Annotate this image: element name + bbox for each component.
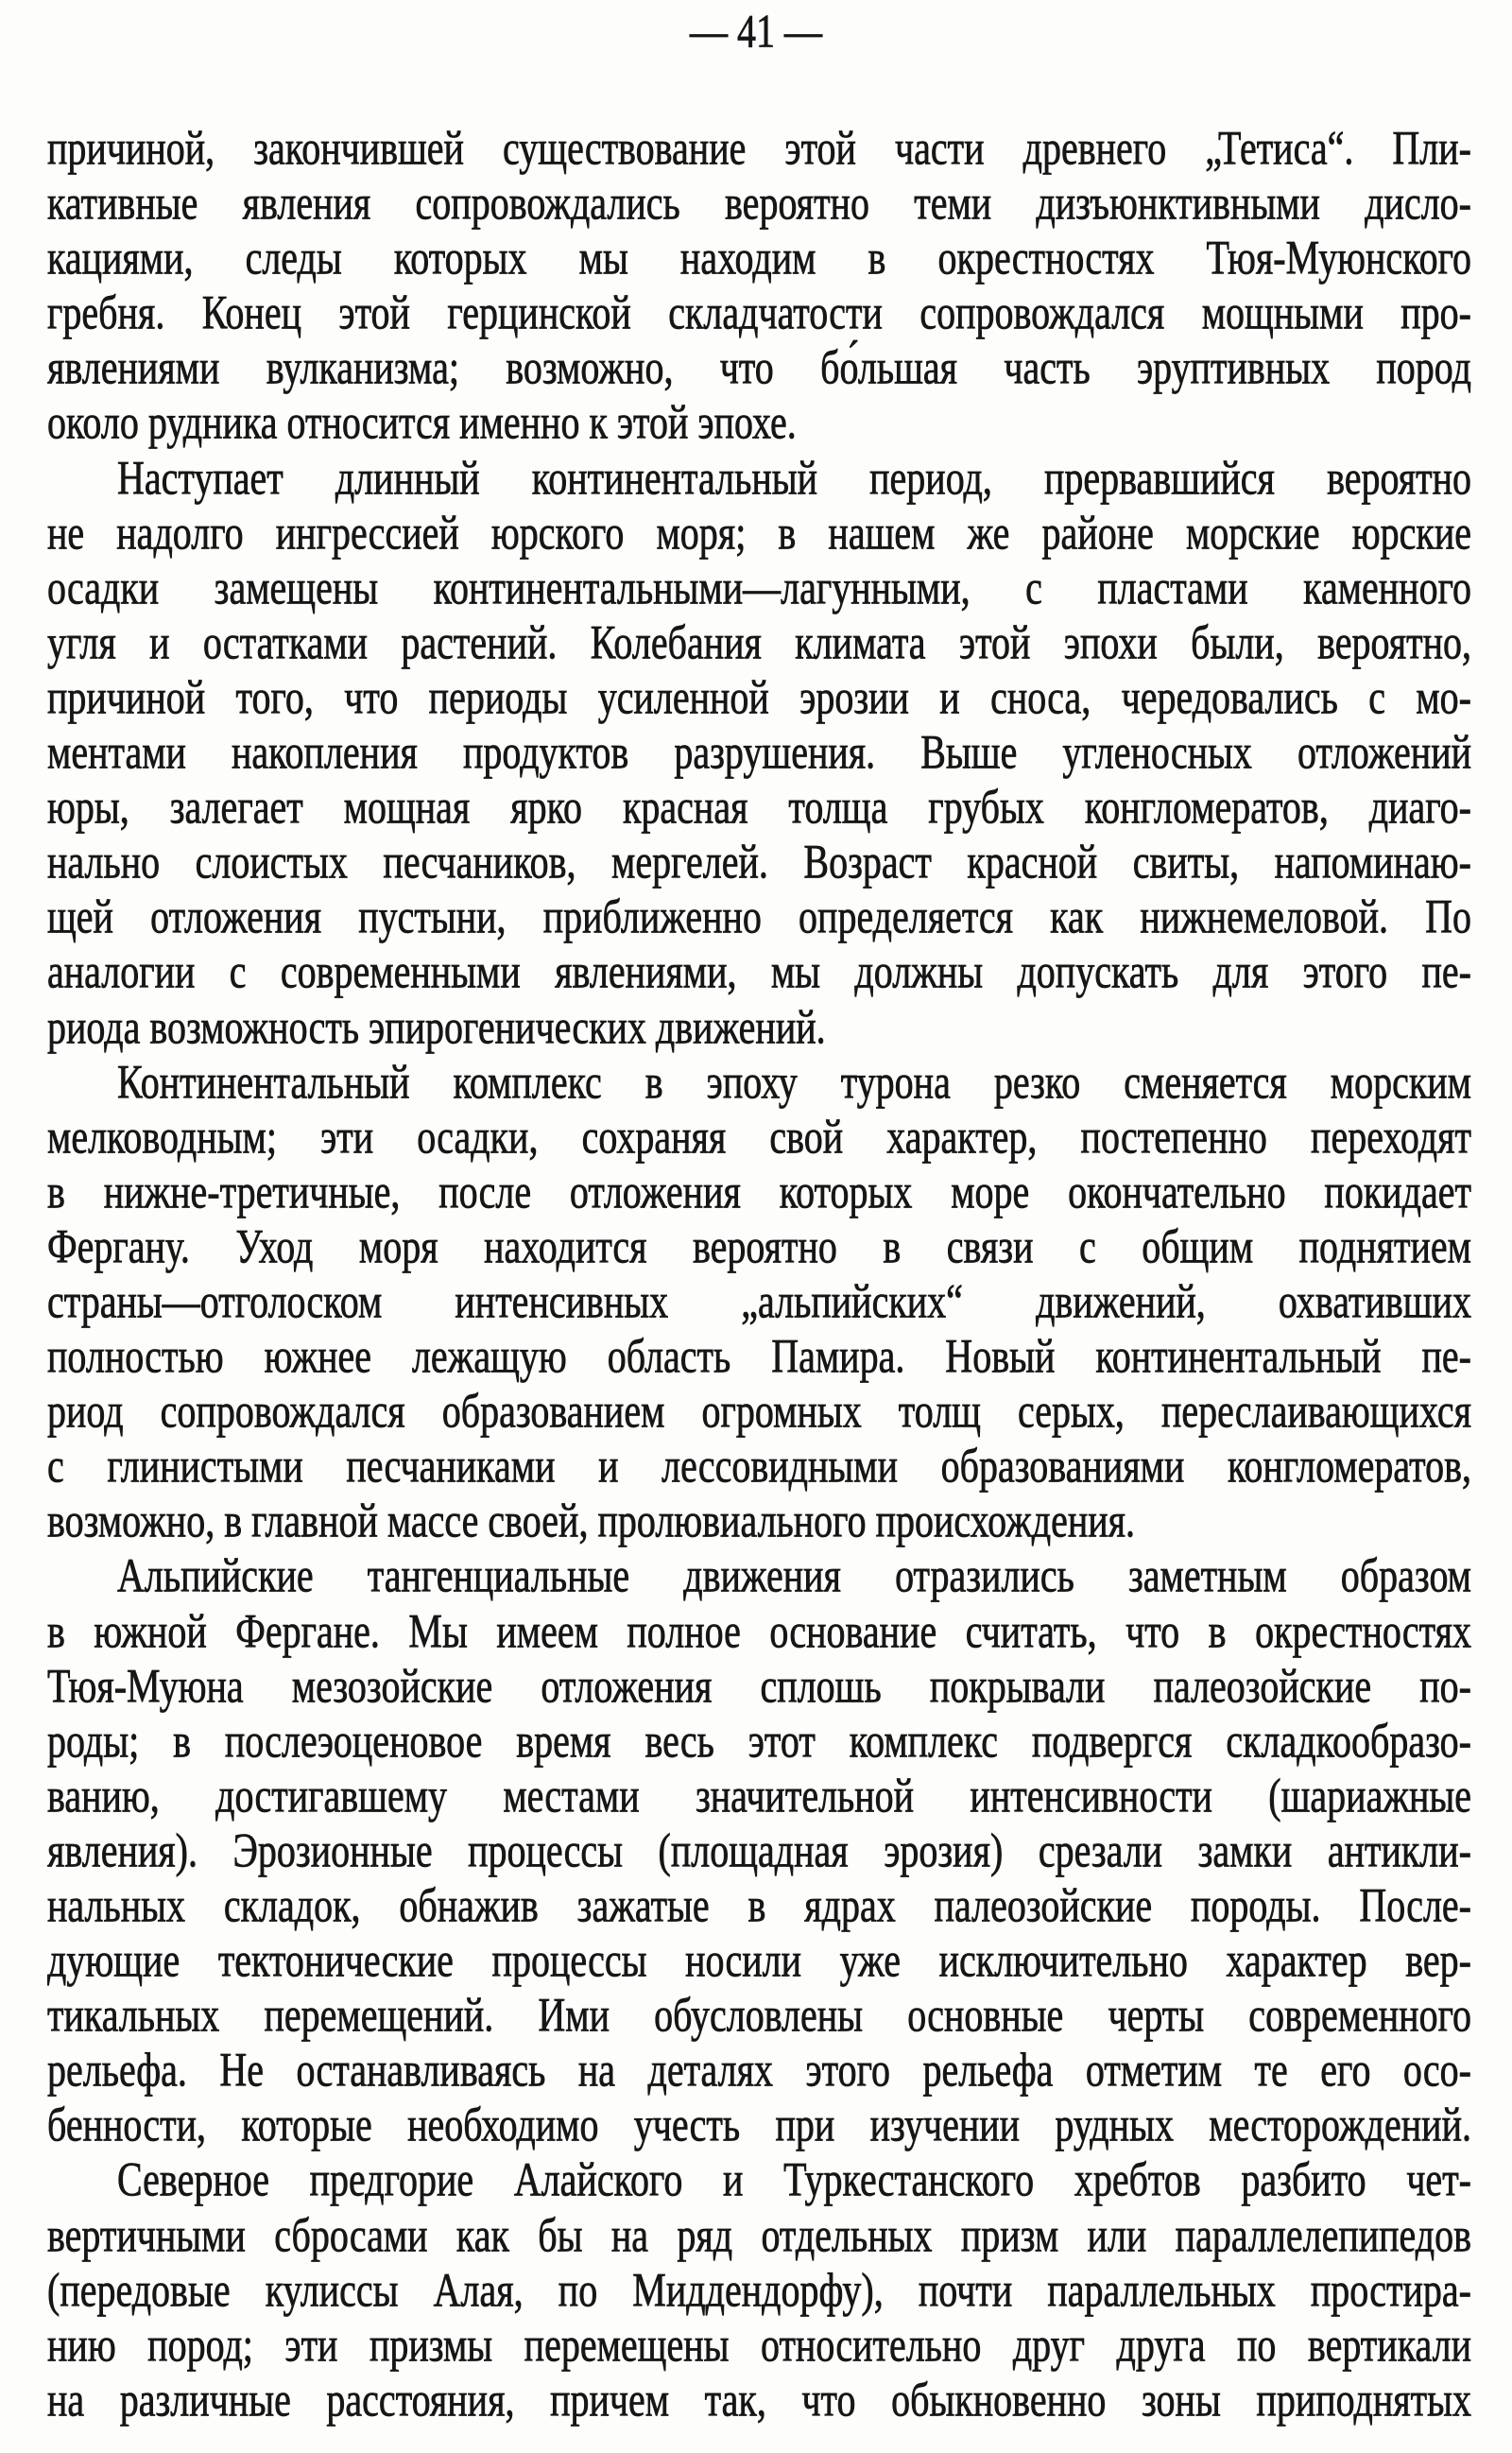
- text-line: ментами накопления продуктов разрушения. Выше угленосных отложений: [47, 724, 1471, 779]
- text-line: страны—отголоском интенсивных „альпийских“ движений, охвативших: [47, 1273, 1471, 1328]
- text-line: Наступает длинный континентальный период, прервавшийся вероятно: [117, 450, 1471, 505]
- text-line: Альпийские тангенциальные движения отразились заметным образом: [117, 1548, 1471, 1603]
- text-line: осадки замещены континентальными—лагунными, с пластами каменного: [47, 560, 1471, 614]
- paragraph: [47, 1548, 1471, 2152]
- text-line: риод сопровождался образованием огромных толщ серых, переслаивающихся: [47, 1383, 1471, 1439]
- text-line: Северное предгорие Алайского и Туркестанского хребтов разбито чет-: [117, 2152, 1471, 2207]
- text-line: кативные явления сопровождались вероятно теми дизъюнктивными дисло-: [47, 175, 1471, 231]
- text-line: в южной Фергане. Мы имеем полное основание считать, что в окрестностях: [47, 1603, 1471, 1658]
- text-line: щей отложения пустыни, приближенно определяется как нижнемеловой. По: [47, 890, 1471, 944]
- text-line: мелководным; эти осадки, сохраняя свой характер, постепенно переходят: [47, 1109, 1471, 1164]
- text-line: в нижне-третичные, после отложения которых море окончательно покидает: [47, 1164, 1471, 1218]
- paragraph: [47, 2152, 1471, 2427]
- text-line: нально слоистых песчаников, мергелей. Возраст красной свиты, напоминаю-: [47, 834, 1471, 890]
- page-number: — 41 —: [690, 4, 822, 58]
- text-line: (передовые кулиссы Алая, по Миддендорфу), почти параллельных простира-: [47, 2262, 1471, 2317]
- paragraph: [47, 1055, 1471, 1549]
- paragraph: [47, 451, 1471, 1055]
- text-line: бенности, которые необходимо учесть при изучении рудных месторождений.: [47, 2098, 1471, 2152]
- text-line: рельефа. Не останавливаясь на деталях этого рельефа отметим те его осо-: [47, 2043, 1471, 2098]
- text-line: причиной того, что периоды усиленной эрозии и сноса, чередовались с мо-: [47, 669, 1471, 724]
- text-line: явления). Эрозионные процессы (площадная эрозия) срезали замки антикли-: [47, 1822, 1471, 1877]
- text-line: Фергану. Уход моря находится вероятно в связи с общим поднятием: [47, 1218, 1471, 1273]
- text-line: юры, залегает мощная ярко красная толща грубых конгломератов, диаго-: [47, 779, 1471, 835]
- text-line: аналогии с современными явлениями, мы должны допускать для этого пе-: [47, 944, 1471, 999]
- body-text: [47, 121, 1471, 2427]
- text-line: роды; в послеэоценовое время весь этот комплекс подвергся складкообразо-: [47, 1713, 1471, 1768]
- text-line: около рудника относится именно к этой эпохе.: [47, 395, 797, 450]
- text-line: причиной, закончившей существование этой части древнего „Тетиса“. Пли-: [47, 121, 1471, 175]
- text-line: возможно, в главной массе своей, пролювиального происхождения.: [47, 1494, 1136, 1548]
- text-line: гребня. Конец этой герцинской складчатости сопровождался мощными про-: [47, 285, 1471, 340]
- text-line: ванию, достигавшему местами значительной интенсивности (шариажные: [47, 1768, 1471, 1822]
- text-line: нию пород; эти призмы перемещены относительно друг друга по вертикали: [47, 2317, 1471, 2372]
- text-line: Континентальный комплекс в эпоху турона резко сменяется морским: [117, 1054, 1471, 1109]
- text-line: тикальных перемещений. Ими обусловлены основные черты современного: [47, 1987, 1471, 2043]
- text-line: с глинистыми песчаниками и лессовидными образованиями конгломератов,: [47, 1439, 1471, 1494]
- paragraph: [47, 121, 1471, 451]
- text-line: угля и остатками растений. Колебания климата этой эпохи были, вероятно,: [47, 614, 1471, 669]
- text-line: нальных складок, обнажив зажатые в ядрах палеозойские породы. После-: [47, 1877, 1471, 1932]
- text-line: кациями, следы которых мы находим в окрестностях Тюя-Муюнского: [47, 230, 1471, 285]
- text-line: вертичными сбросами как бы на ряд отдельных призм или параллелепипедов: [47, 2207, 1471, 2262]
- text-line: полностью южнее лежащую область Памира. Новый континентальный пе-: [47, 1328, 1471, 1383]
- text-line: дующие тектонические процессы носили уже исключительно характер вер-: [47, 1932, 1471, 1988]
- text-line: на различные расстояния, причем так, что обыкновенно зоны приподнятых: [47, 2372, 1471, 2427]
- text-line: явлениями вулканизма; возможно, что бо́льшая часть эруптивных пород: [47, 340, 1471, 395]
- text-line: не надолго ингрессией юрского моря; в нашем же районе морские юрские: [47, 505, 1471, 560]
- text-line: риода возможность эпирогенических движений.: [47, 999, 826, 1054]
- text-line: Тюя-Муюна мезозойские отложения сплошь покрывали палеозойские по-: [47, 1658, 1471, 1713]
